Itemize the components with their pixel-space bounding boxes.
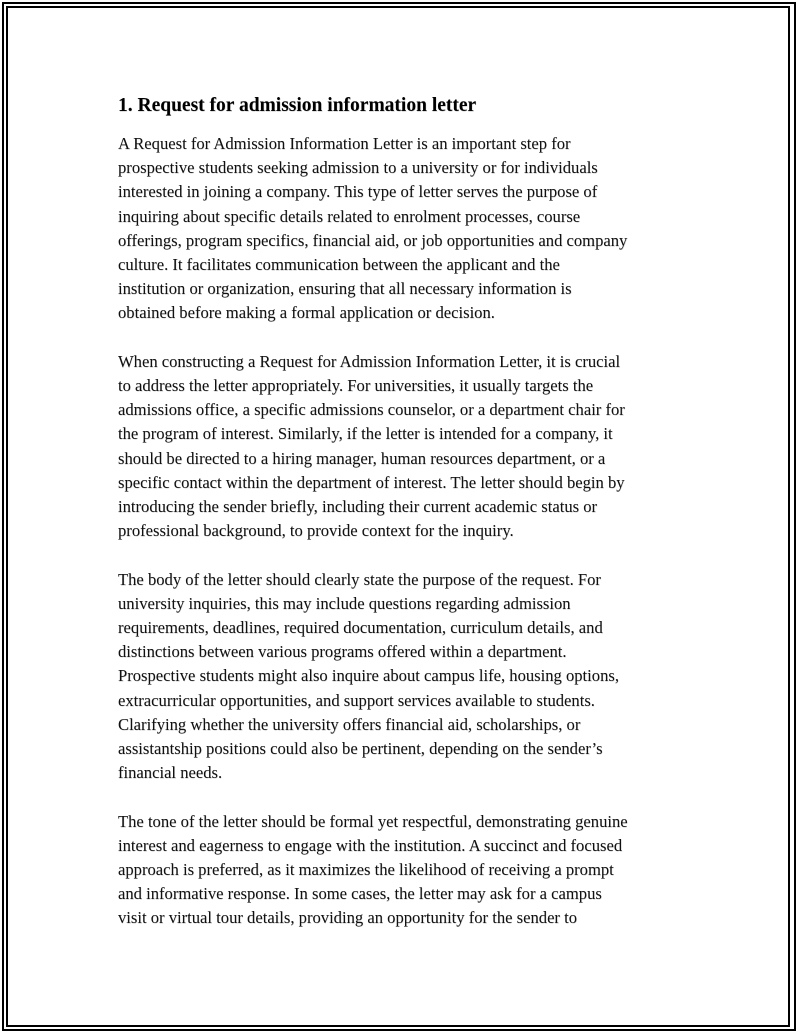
section-heading: 1. Request for admission information letter — [118, 95, 477, 116]
text-line: specific contact within the department of interest. The letter should begin by — [118, 472, 625, 492]
paragraph-4 — [118, 810, 688, 931]
text-line: assistantship positions could also be pertinent, depending on the sender’s — [118, 739, 603, 759]
paragraph-1 — [118, 132, 688, 326]
text-line: offerings, program specifics, financial aid, or job opportunities and company — [118, 230, 628, 250]
text-line: The body of the letter should clearly state the purpose of the request. For — [118, 569, 601, 589]
text-line: admissions office, a specific admissions counselor, or a department chair for — [118, 400, 625, 420]
text-line: interest and eagerness to engage with the institution. A succinct and focused — [118, 835, 623, 855]
text-line: extracurricular opportunities, and support services available to students. — [118, 690, 595, 710]
text-line: obtained before making a formal application or decision. — [118, 303, 495, 323]
text-line: introducing the sender briefly, including their current academic status or — [118, 497, 598, 517]
text-line: financial needs. — [118, 763, 223, 783]
text-line: Clarifying whether the university offers financial aid, scholarships, or — [118, 714, 581, 734]
text-line: approach is preferred, as it maximizes the likelihood of receiving a prompt — [118, 860, 614, 880]
text-line: inquiring about specific details related to enrolment processes, course — [118, 206, 581, 226]
document-body — [118, 94, 688, 955]
text-line: to address the letter appropriately. For universities, it usually targets the — [118, 376, 594, 396]
paragraph-3 — [118, 568, 688, 786]
text-line: should be directed to a hiring manager, human resources department, or a — [118, 448, 606, 468]
text-line: university inquiries, this may include questions regarding admission — [118, 593, 571, 613]
text-line: the program of interest. Similarly, if the letter is intended for a company, it — [118, 424, 613, 444]
text-line: When constructing a Request for Admission Information Letter, it is crucial — [118, 351, 621, 371]
text-line: distinctions between various programs offered within a department. — [118, 642, 567, 662]
text-line: professional background, to provide context for the inquiry. — [118, 521, 514, 541]
text-line: visit or virtual tour details, providing an opportunity for the sender to — [118, 908, 578, 928]
text-line: institution or organization, ensuring that all necessary information is — [118, 279, 572, 299]
text-line: interested in joining a company. This type of letter serves the purpose of — [118, 182, 598, 202]
text-line: A Request for Admission Information Letter is an important step for — [118, 134, 571, 153]
text-line: prospective students seeking admission to a university or for individuals — [118, 158, 598, 178]
paragraph-2 — [118, 350, 688, 544]
text-line: The tone of the letter should be formal yet respectful, demonstrating genuine — [118, 811, 628, 831]
text-line: Prospective students might also inquire about campus life, housing options, — [118, 666, 619, 686]
text-line: culture. It facilitates communication between the applicant and the — [118, 255, 560, 275]
text-line: requirements, deadlines, required documentation, curriculum details, and — [118, 618, 603, 638]
text-line: and informative response. In some cases, the letter may ask for a campus — [118, 884, 602, 904]
